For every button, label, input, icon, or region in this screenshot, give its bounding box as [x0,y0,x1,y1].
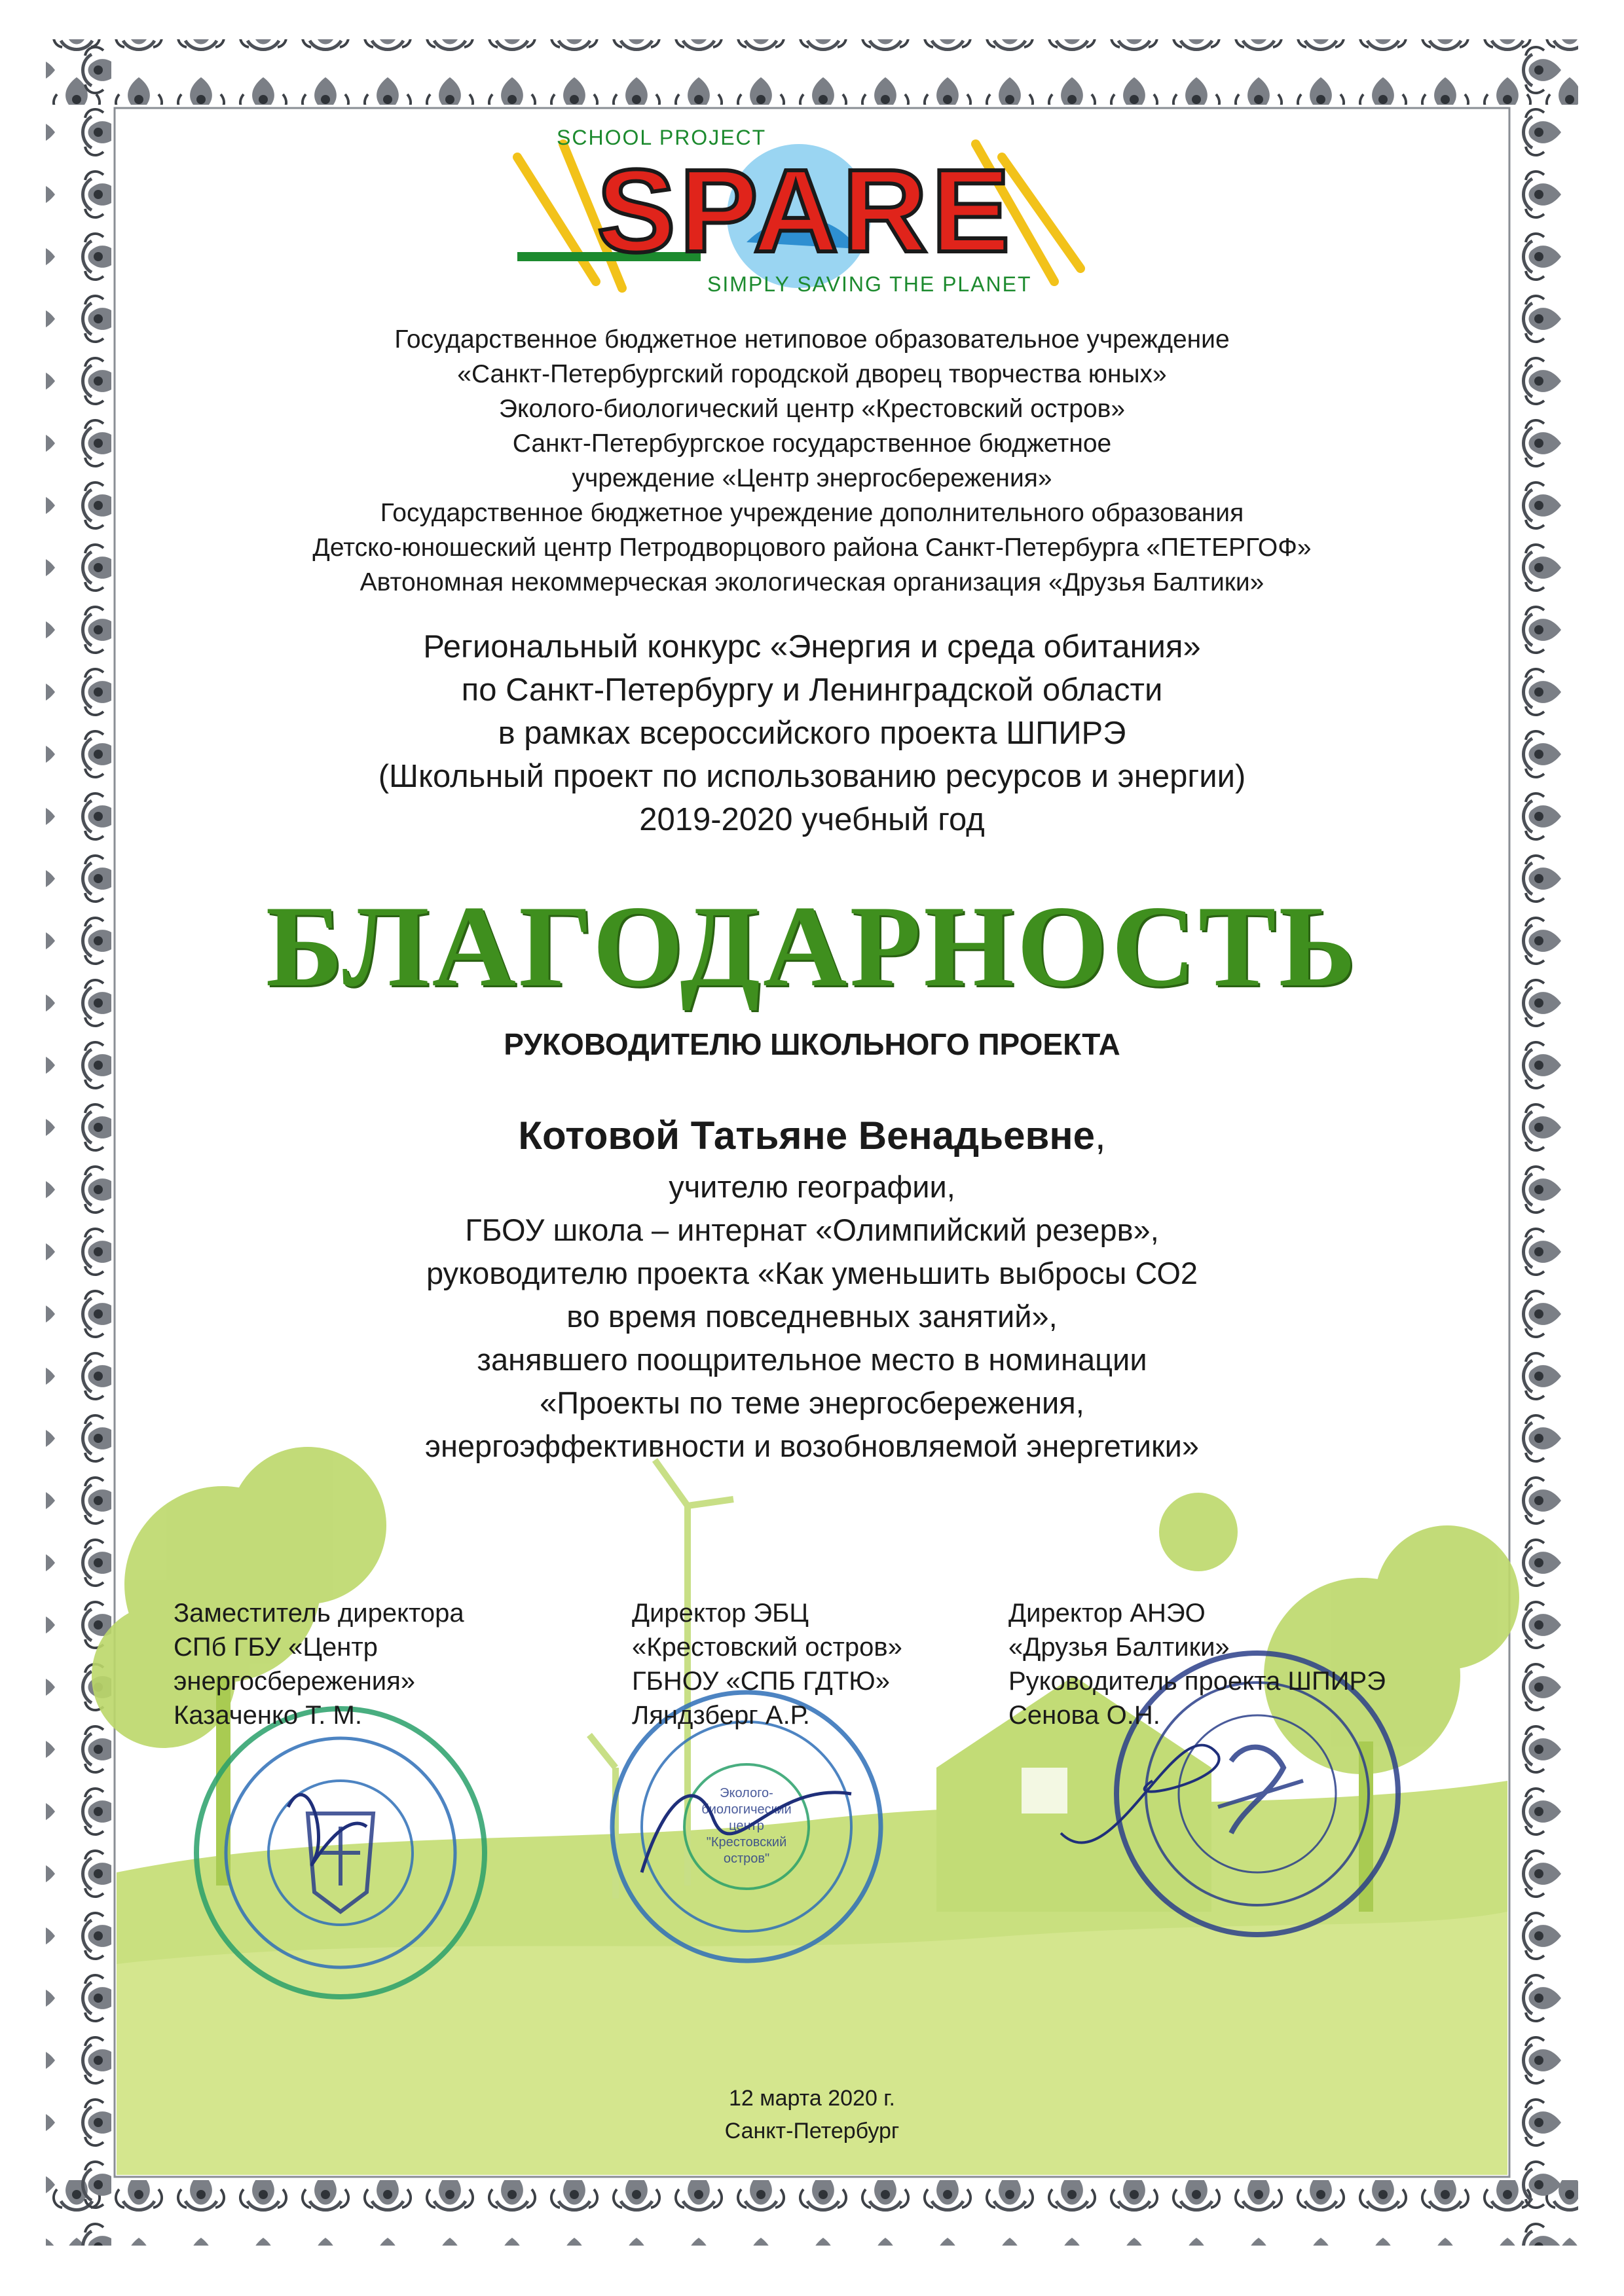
recipient-name: Котовой Татьяне Венадьевне [518,1114,1095,1157]
stamp-energy-center [196,1709,485,1997]
signature-line: Ляндзберг А.Р. [632,1701,810,1730]
signature-line: Казаченко Т. М. [174,1701,362,1730]
org-line: Санкт-Петербургское государственное бюджетное [512,429,1112,458]
description-line: руководителю проекта «Как уменьшить выбросы СО2 [426,1256,1198,1290]
signature-line: ГБНОУ «СПБ ГДТЮ» [632,1667,890,1696]
certificate-title: БЛАГОДАРНОСТЬ [265,881,1359,1011]
signature-line: Заместитель директора [174,1599,464,1628]
logo-bottom-text: SIMPLY SAVING THE PLANET [707,272,1032,296]
signature-block-ebc [632,1596,902,1732]
footer [0,2082,1624,2147]
signature-line: «Крестовский остров» [632,1633,902,1662]
signature-block-aneo [1008,1596,1386,1732]
org-line: «Санкт-Петербургский городской дворец творчества юных» [457,360,1167,388]
org-line: Детско-юношеский центр Петродворцового района Санкт-Петербурга «ПЕТЕРГОФ» [312,534,1312,562]
signature-line: Директор АНЭО [1008,1599,1206,1628]
contest-line: Региональный конкурс «Энергия и среда обитания» [423,629,1201,665]
org-line: Автономная некоммерческая экологическая организация «Друзья Балтики» [360,568,1264,596]
description-line: занявшего поощрительное место в номинации [477,1342,1147,1377]
signature-line: Руководитель проекта ШПИРЭ [1008,1667,1386,1696]
org-line: Государственное бюджетное учреждение дополнительного образования [380,499,1244,527]
contest-line: (Школьный проект по использованию ресурсов и энергии) [378,759,1246,794]
certificate-subtitle: РУКОВОДИТЕЛЮ ШКОЛЬНОГО ПРОЕКТА [504,1027,1120,1061]
description-line: ГБОУ школа – интернат «Олимпийский резерв», [465,1212,1159,1247]
signature-line: Сенова О.Н. [1008,1701,1160,1730]
footer-city: Санкт-Петербург [724,2119,900,2143]
stamp2-center-line: остров" [723,1851,770,1866]
recipient-name-suffix: , [1094,1114,1106,1157]
contest-line: 2019-2020 учебный год [639,802,985,837]
org-line: Эколого-биологический центр «Крестовский остров» [498,395,1126,423]
description-line: во время повседневных занятий», [566,1299,1058,1334]
signature-line: СПб ГБУ «Центр [174,1633,378,1662]
org-line: Государственное бюджетное нетиповое образовательное учреждение [394,325,1230,354]
signature-line: Директор ЭБЦ [632,1599,809,1628]
org-line: учреждение «Центр энергосбережения» [572,464,1052,492]
signature-line: «Друзья Балтики» [1008,1633,1230,1662]
stamp2-center-line: центр [729,1819,764,1833]
stamp2-center-line: "Крестовский [706,1835,787,1850]
logo-top-text: SCHOOL PROJECT [557,126,767,149]
stamp2-center-line: биологический [701,1802,792,1817]
signature-line: энергосбережения» [174,1667,416,1696]
footer-date: 12 марта 2020 г. [728,2086,896,2111]
description-line: энергоэффективности и возобновляемой энергетики» [424,1429,1200,1463]
logo-main-text: SPARE [597,145,1014,277]
description-line: учителю географии, [669,1169,955,1204]
signature-block-energy-center [174,1596,464,1732]
stamp2-center-line: Эколого- [720,1786,773,1800]
description-line: «Проекты по теме энергосбережения, [540,1385,1084,1420]
contest-line: в рамках всероссийского проекта ШПИРЭ [498,716,1126,751]
contest-line: по Санкт-Петербургу и Ленинградской области [461,672,1163,708]
